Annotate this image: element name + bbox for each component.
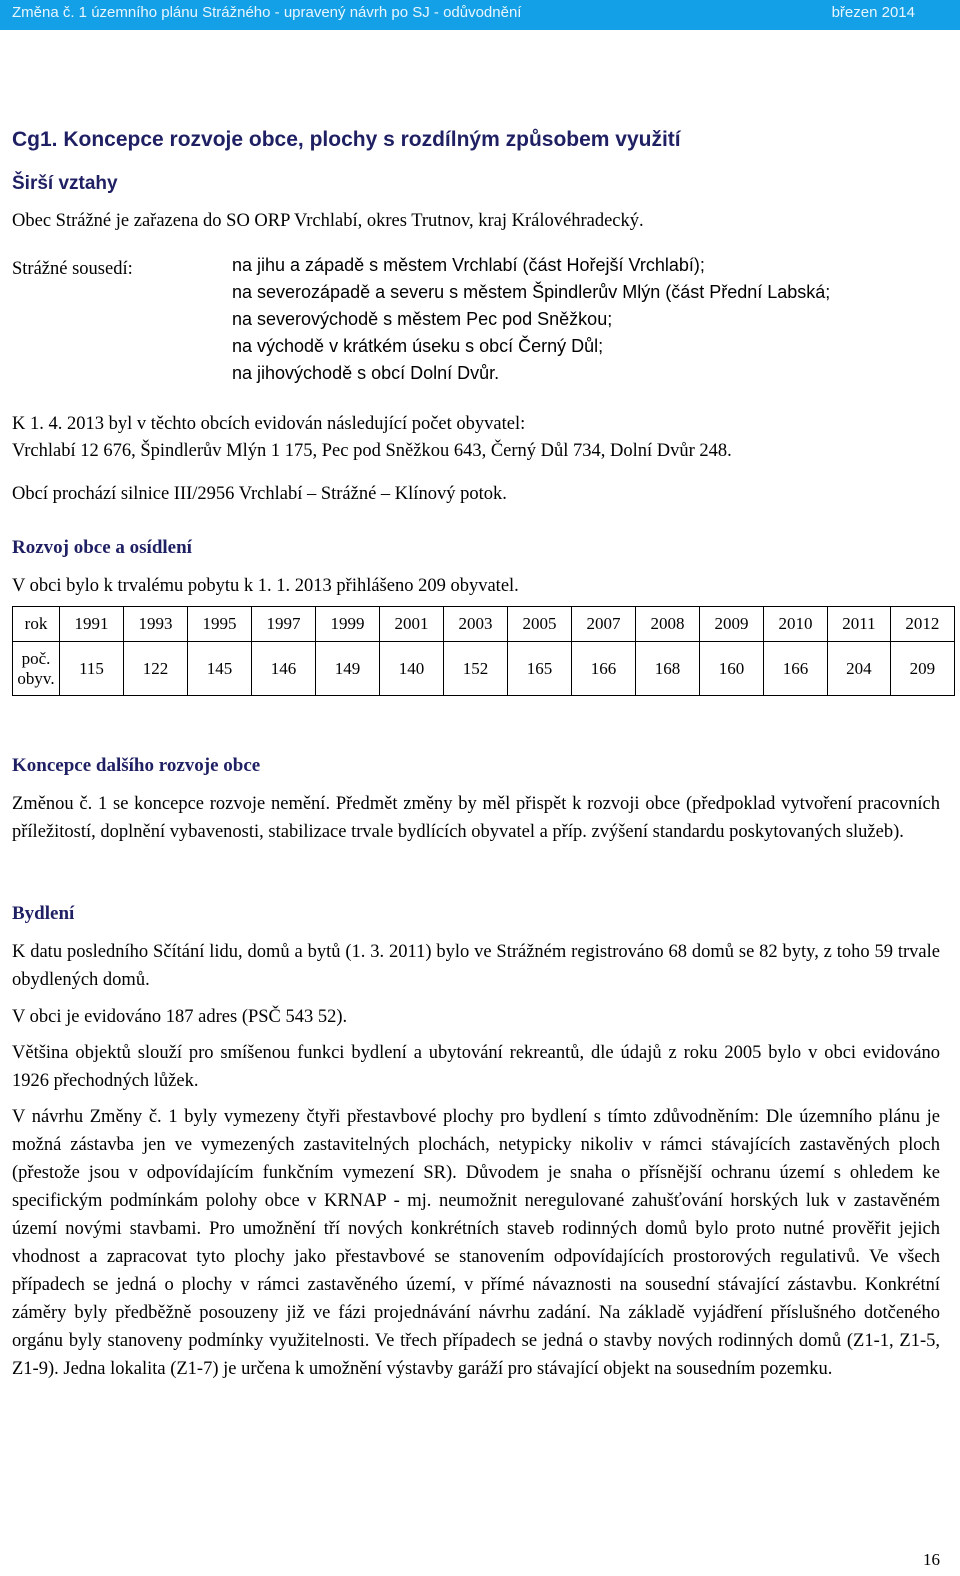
year-cell: 1993 — [124, 607, 188, 642]
population-cell: 152 — [444, 642, 508, 696]
housing-paragraph-3: Většina objektů slouží pro smíšenou funkci bydlení a ubytování rekreantů, dle údajů z roku 2005 bylo v obci evidováno 1926 přechodných lůžek. — [12, 1043, 940, 1091]
development-text: V obci bylo k trvalému pobytu k 1. 1. 2013 přihlášeno 209 obyvatel. — [12, 576, 519, 596]
header-document-title: Změna č. 1 územního plánu Strážného - upravený návrh po SJ - odůvodnění — [12, 4, 522, 21]
neighbor-item: na východě v krátkém úseku s obcí Černý Důl; — [232, 336, 604, 356]
population-cell: 149 — [316, 642, 380, 696]
population-cell: 204 — [828, 642, 891, 696]
population-cell: 146 — [252, 642, 316, 696]
population-cell: 209 — [890, 642, 954, 696]
row-label-population: poč. obyv. — [13, 642, 60, 696]
row-label-year: rok — [13, 607, 60, 642]
population-cell: 165 — [508, 642, 572, 696]
heading-wider-relations: Širší vztahy — [12, 173, 118, 194]
year-cell: 1995 — [188, 607, 252, 642]
year-cell: 2007 — [572, 607, 636, 642]
housing-paragraph-4: V návrhu Změny č. 1 byly vymezeny čtyři přestavbové plochy pro bydlení s tímto zdůvodněním: Dle územního plánu je možná zástavba jen ve vymezených zastavitelných plochách, netypicky nikoliv v rámci stávajících zastavěných ploch (přestože jsou v odpovídajícím funkčním vymezení SR). Důvodem je snaha o přísnější ochranu území s ohledem ke specifickým podmínkám polohy obce v KRNAP - mj. neumožnit neregulované zahušťování horských luk v zastavěném území novými stavbami. Pro umožnění tří nových konkrétních staveb rodinných domů bylo proto nutné prověřit jejich vhodnost a zapracovat tyto plochy jako přestavbové se stanovením odpovídajících prostorových regulativů. Ve všech případech se jedná o plochy v rámci zastavěného území, v přímé návaznosti na sousední stávající zástavbu. Konkrétní záměry byly předběžně posouzeny již ve fázi projednávání návrhu zadání. Na základě vyjádření příslušného dotčeného orgánu byly stanoveny podmínky využitelnosti. Ve třech případech se jedná o stavby nových rodinných domů (Z1-1, Z1-5, Z1-9). Jedna lokalita (Z1-7) je určena k umožnění výstavby garáží pro stávající objekt na sousedním pozemku. — [12, 1107, 940, 1379]
header-date: březen 2014 — [831, 4, 915, 21]
road-text: Obcí prochází silnice III/2956 Vrchlabí – Strážné – Klínový potok. — [12, 484, 507, 504]
year-cell: 1997 — [252, 607, 316, 642]
population-cell: 140 — [380, 642, 444, 696]
housing-paragraph-1: K datu posledního Sčítání lidu, domů a bytů (1. 3. 2011) bylo ve Strážném registrováno 68 domů se 82 byty, z toho 59 trvale obydlených domů. — [12, 942, 940, 990]
year-cell: 2001 — [380, 607, 444, 642]
population-table — [12, 606, 955, 696]
year-cell: 2009 — [700, 607, 764, 642]
population-cell: 145 — [188, 642, 252, 696]
heading-development: Rozvoj obce a osídlení — [12, 537, 192, 558]
year-cell: 2012 — [890, 607, 954, 642]
section-title: Cg1. Koncepce rozvoje obce, plochy s rozdílným způsobem využití — [12, 128, 681, 151]
heading-concept: Koncepce dalšího rozvoje obce — [12, 755, 261, 776]
year-cell: 1991 — [60, 607, 124, 642]
population-line-2: Vrchlabí 12 676, Špindlerův Mlýn 1 175, Pec pod Sněžkou 643, Černý Důl 734, Dolní Dvůr 248. — [12, 441, 732, 461]
population-line-1: K 1. 4. 2013 byl v těchto obcích evidován následující počet obyvatel: — [12, 414, 526, 434]
intro-text: Obec Strážné je zařazena do SO ORP Vrchlabí, okres Trutnov, kraj Královéhradecký. — [12, 211, 644, 231]
population-cell: 115 — [60, 642, 124, 696]
year-cell: 2011 — [828, 607, 891, 642]
year-cell: 2005 — [508, 607, 572, 642]
population-cell: 166 — [572, 642, 636, 696]
page-number: 16 — [923, 1550, 940, 1569]
year-cell: 2008 — [636, 607, 700, 642]
year-cell: 2003 — [444, 607, 508, 642]
population-cell: 122 — [124, 642, 188, 696]
population-cell: 160 — [700, 642, 764, 696]
neighbors-label: Strážné sousedí: — [12, 259, 133, 279]
page-header — [0, 0, 960, 30]
year-cell: 2010 — [764, 607, 828, 642]
neighbor-item: na jihu a západě s městem Vrchlabí (část Hořejší Vrchlabí); — [232, 255, 705, 275]
year-cell: 1999 — [316, 607, 380, 642]
population-cell: 168 — [636, 642, 700, 696]
neighbor-item: na severozápadě a severu s městem Špindlerův Mlýn (část Přední Labská; — [232, 282, 831, 302]
heading-housing: Bydlení — [12, 903, 75, 924]
concept-text: Změnou č. 1 se koncepce rozvoje nemění. Předmět změny by měl přispět k rozvoji obce (předpoklad vytvoření pracovních příležitostí, doplnění vybavenosti, stabilizace trvale bydlících obyvatel a příp. zvýšení standardu poskytovaných služeb). — [12, 794, 940, 842]
table-row-population — [13, 642, 955, 696]
table-row-years — [13, 607, 955, 642]
neighbor-item: na jihovýchodě s obcí Dolní Dvůr. — [232, 363, 500, 383]
population-cell: 166 — [764, 642, 828, 696]
neighbor-item: na severovýchodě s městem Pec pod Sněžkou; — [232, 309, 613, 329]
housing-paragraph-2: V obci je evidováno 187 adres (PSČ 543 52). — [12, 1007, 348, 1027]
